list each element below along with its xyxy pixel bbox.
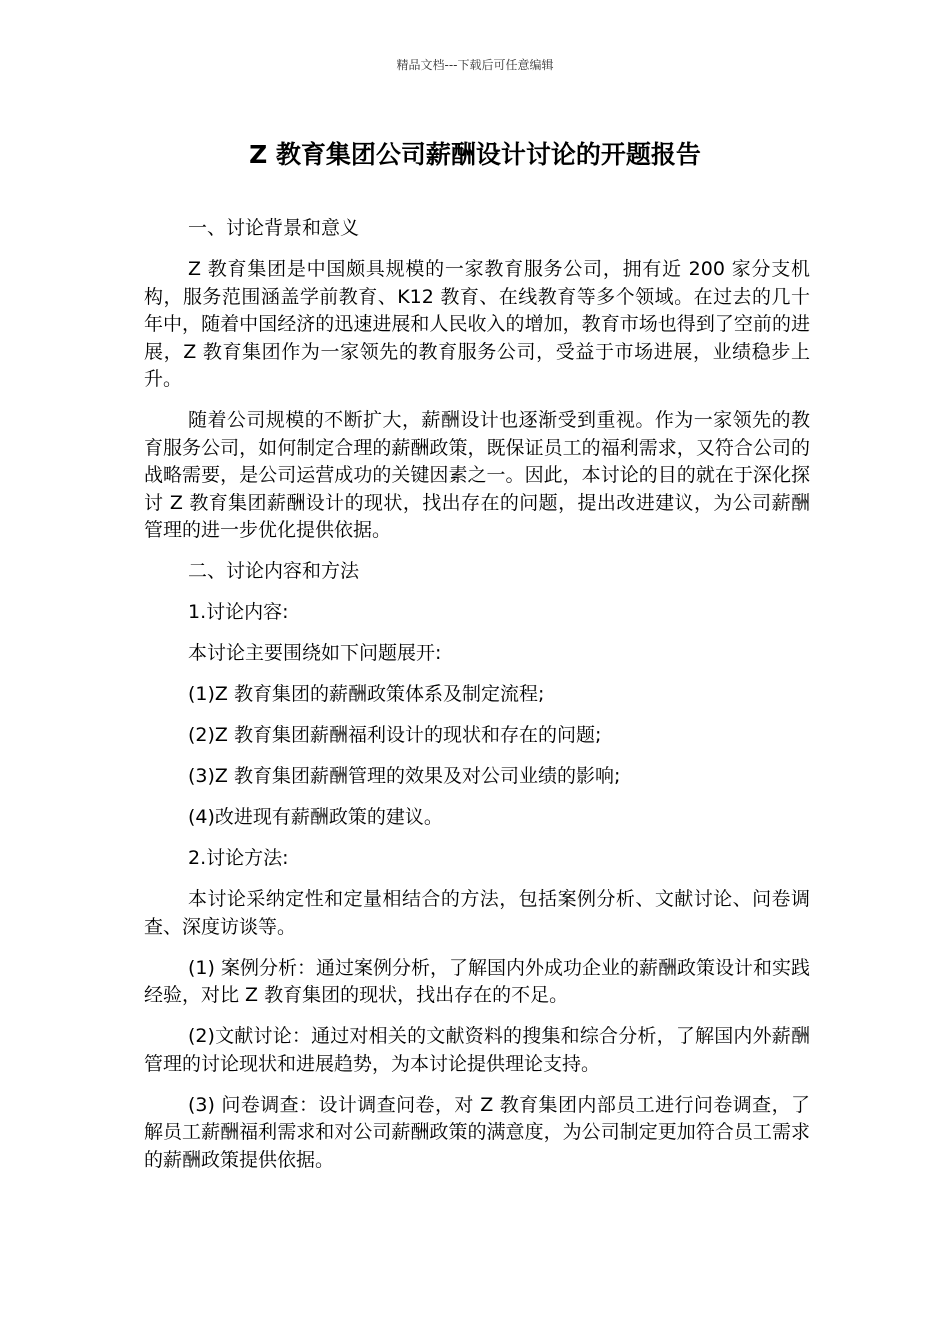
paragraph-questionnaire: (3) 问卷调查：设计调查问卷，对 Z 教育集团内部员工进行问卷调查，了解员工薪酬福利需求和对公司薪酬政策的满意度，为公司制定更加符合员工需求的薪酬政策提供依据。 [144,1093,810,1171]
list-item: (2)Z 教育集团薪酬福利设计的现状和存在的问题; [188,724,602,746]
document-body [144,215,810,1188]
paragraph-method-intro: 本讨论采纳定性和定量相结合的方法，包括案例分析、文献讨论、问卷调查、深度访谈等。 [144,888,810,938]
list-item: (3)Z 教育集团薪酬管理的效果及对公司业绩的影响; [188,765,621,787]
page-header: 精品文档---下载后可任意编辑 [396,58,554,72]
paragraph-case-analysis: (1) 案例分析：通过案例分析，了解国内外成功企业的薪酬政策设计和实践经验，对比 Z 教育集团的现状，找出存在的不足。 [144,956,810,1006]
subheading-research-method: 2.讨论方法: [188,847,289,869]
subheading-research-content: 1.讨论内容: [188,601,289,623]
paragraph-literature-review: (2)文献讨论：通过对相关的文献资料的搜集和综合分析，了解国内外薪酬管理的讨论现状和进展趋势，为本讨论提供理论支持。 [144,1025,810,1075]
document-title: Z 教育集团公司薪酬设计讨论的开题报告 [249,140,701,169]
section-heading-content-method: 二、讨论内容和方法 [188,560,360,582]
paragraph-company-intro: Z 教育集团是中国颇具规模的一家教育服务公司，拥有近 200 家分支机构，服务范围涵盖学前教育、K12 教育、在线教育等多个领域。在过去的几十年中，随着中国经济的迅速进展和人民收入的增加，教育市场也得到了空前的进展，Z 教育集团作为一家领先的教育服务公司，受益于市场进展，业绩稳步上升。 [144,258,810,390]
list-item: (1)Z 教育集团的薪酬政策体系及制定流程; [188,683,545,705]
list-item: (4)改进现有薪酬政策的建议。 [188,806,443,828]
section-heading-background: 一、讨论背景和意义 [188,217,360,239]
paragraph-content-intro: 本讨论主要围绕如下问题展开: [188,642,442,664]
paragraph-research-purpose: 随着公司规模的不断扩大，薪酬设计也逐渐受到重视。作为一家领先的教育服务公司，如何制定合理的薪酬政策，既保证员工的福利需求，又符合公司的战略需要，是公司运营成功的关键因素之一。因此，本讨论的目的就在于深化探讨 Z 教育集团薪酬设计的现状，找出存在的问题，提出改进建议，为公司薪酬管理的进一步优化提供依据。 [144,409,810,541]
